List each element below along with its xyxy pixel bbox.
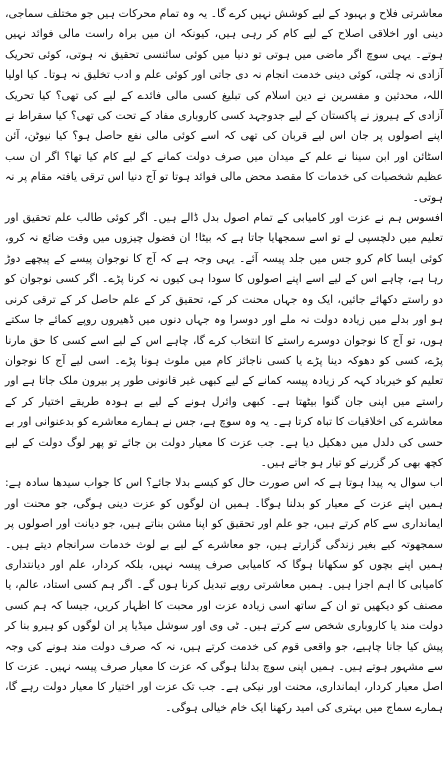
article-paragraph-2: افسوس ہم نے عزت اور کامیابی کے تمام اصول بدل ڈالے ہیں۔ اگر کوئی طالب علم تحقیق اور تعلیم میں دلچسپی لے تو اسے سمجھایا جاتا ہے کہ بیٹا! ان فضول چیزوں میں وقت ضائع نہ کرو، کوئی ایسا کام کرو جس میں جلد پیسہ آئے۔ یہی وجہ ہے کہ آج کا نوجوان پیسے کے پیچھے دوڑ رہا ہے، چاہے اس کے لیے اسے اپنے اصولوں کا سودا ہی کیوں نہ کرنا پڑے۔ اگر کسی نوجوان کو دو راستے دکھائے جائیں، ایک وہ جہاں محنت کر کے، تحقیق کر کے علم حاصل کر کے ترقی کرنی ہو اور بدلے میں زیادہ دولت نہ ملے اور دوسرا وہ جہاں دنوں میں ڈھیروں روپے کمائے جا سکتے ہوں، تو آج کا نوجوان دوسرے راستے کا انتخاب کرے گا، چاہے اس کے لیے اسے کسی کا حق مارنا پڑے، کسی کو دھوکہ دینا پڑے یا کسی ناجائز کام میں ملوث ہونا پڑے۔ اسی لیے آج کا نوجوان تعلیم کو خیرباد کہہ کر زیادہ پیسہ کمانے کے لیے کبھی غیر قانونی طور پر بیرون ملک جاتا ہے اور راستے میں اپنی جان گنوا بیٹھتا ہے۔ کبھی وائرل ہونے کے لیے بے ہودہ طریقے اختیار کر کے معاشرے کی اخلاقیات کا تباہ کرتا ہے۔ یہ وہ سوچ ہے، جس نے ہمارے معاشرے کو بدعنوانی اور بے حسی کی دلدل میں دھکیل دیا ہے۔ جب عزت کا معیار دولت بن جائے تو پھر لوگ دولت کے لیے کچھ بھی کر گزرنے کو تیار ہو جاتے ہیں۔ [5,211,443,469]
article-paragraph-1: معاشرتی فلاح و بہبود کے لیے کوشش نہیں کرے گا۔ یہ وہ تمام محرکات ہیں جو مختلف سماجی، دینی اور اخلاقی اصلاح کے لیے کام کر رہی ہیں، کیونکہ ان میں براہ راست مالی فوائد نہیں ہوتے۔ یہی سوچ اگر ماضی میں ہوتی تو دنیا میں کوئی سائنسی تحقیق نہ ہوتی، کوئی تحریک آزادی نہ چلتی، کوئی دینی خدمت انجام نہ دی جاتی اور کوئی علم و ادب تخلیق نہ ہوتا۔ کیا اولیا اللہ، محدثین و مفسرین نے دین اسلام کی تبلیغ کسی مالی فائدے کے لیے کی تھی؟ کیا تحریک آزادی کے ہیروز نے پاکستان کے لیے جدوجہد کسی کاروباری مفاد کے تحت کی تھی؟ کیا سقراط نے اپنے اصولوں پر جان اس لیے قربان کی تھی کہ اسے کوئی مالی نفع حاصل ہو؟ کیا نیوٹن، آئن اسٹائن اور ابن سینا نے علم کے میدان میں صرف دولت کمانے کے لیے کام کیا تھا؟ اگر ان سب عظیم شخصیات کی خدمات کا مقصد محض مالی فوائد ہوتا تو آج دنیا اس ترقی یافتہ مقام پر نہ ہوتی۔ [5,7,443,204]
article-paragraph-3: اب سوال یہ پیدا ہوتا ہے کہ اس صورت حال کو کیسے بدلا جائے؟ اس کا جواب سیدھا سادہ ہے: ہمیں اپنے عزت کے معیار کو بدلنا ہوگا۔ ہمیں ان لوگوں کو عزت دینی ہوگی، جو محنت اور ایمانداری سے کام کرتے ہیں، جو علم اور تحقیق کو اپنا مشن بناتے ہیں، جو دیانت اور اصولوں پر سمجھوتہ کیے بغیر زندگی گزارتے ہیں، جو معاشرے کے لیے بے لوث خدمات سرانجام دیتے ہیں۔ ہمیں اپنے بچوں کو سکھانا ہوگا کہ کامیابی صرف پیسہ نہیں، بلکہ کردار، علم اور دیانتداری کامیابی کا اہم اجزا ہیں۔ ہمیں معاشرتی رویے تبدیل کرنا ہوں گے۔ اگر ہم کسی استاد، عالم، یا مصنف کو دیکھیں تو ان کے ساتھ اسی زیادہ عزت اور محبت کا اظہار کریں، جیسا کہ ہم کسی دولت مند یا کاروباری شخص سے کرتے ہیں۔ ٹی وی اور سوشل میڈیا پر ان لوگوں کو ہیرو بنا کر پیش کیا جانا چاہیے، جو واقعی قوم کی خدمت کرتے ہیں، نہ کہ صرف دولت مند ہونے کی وجہ سے مشہور ہوتے ہیں۔ ہمیں اپنی سوچ بدلنا ہوگی کہ عزت کا معیار صرف پیسہ نہیں۔ عزت کا اصل معیار کردار، ایمانداری، محنت اور نیکی ہے۔ جب تک عزت اور اختیار کا معیار دولت رہے گا، ہمارے سماج میں بہتری کی امید رکھنا ایک خام خیالی ہوگی۔ [5,476,443,714]
